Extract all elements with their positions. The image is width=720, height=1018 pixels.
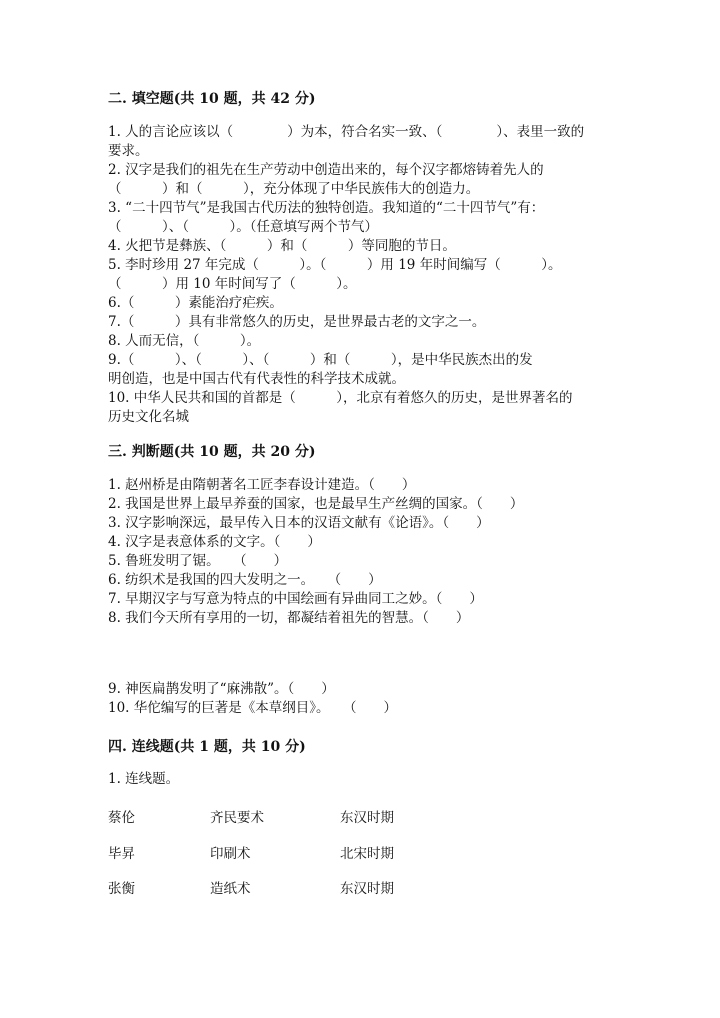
section-4-heading: 四. 连线题(共 1 题，共 10 分): [108, 739, 306, 755]
person-cell: 张衡: [108, 881, 135, 897]
person-cell: 蔡伦: [108, 810, 135, 826]
text-line: 明创造，也是中国古代有代表性的科学技术成就。: [108, 371, 405, 387]
text-line: 要求。: [108, 143, 149, 159]
text-line: 9. 神医扁鹊发明了“麻沸散”。（ ）: [108, 681, 335, 697]
text-line: 2. 我国是世界上最早养蚕的国家，也是最早生产丝绸的国家。（ ）: [108, 496, 524, 512]
text-line: 10. 中华人民共和国的首都是（ ），北京有着悠久的历史，是世界著名的: [108, 390, 573, 406]
text-line: 10. 华佗编写的巨著是《本草纲目》。 （ ）: [108, 700, 398, 716]
section-2-heading: 二. 填空题(共 10 题，共 42 分): [108, 91, 316, 107]
text-line: 5. 鲁班发明了锯。 （ ）: [108, 553, 288, 569]
section-3-heading: 三. 判断题(共 10 题，共 20 分): [108, 444, 316, 460]
matching-question: 1. 连线题。: [108, 771, 180, 787]
invention-cell: 齐民要术: [210, 810, 264, 826]
text-line: 2. 汉字是我们的祖先在生产劳动中创造出来的，每个汉字都熔铸着先人的: [108, 162, 544, 178]
text-line: 6.（ ）素能治疗疟疾。: [108, 295, 283, 311]
text-line: 9.（ ）、（ ）、（ ）和（ ），是中华民族杰出的发: [108, 352, 533, 368]
invention-cell: 造纸术: [210, 881, 251, 897]
era-cell: 东汉时期: [340, 881, 394, 897]
era-cell: 北宋时期: [340, 846, 394, 862]
text-line: 7.（ ）具有非常悠久的历史，是世界最古老的文字之一。: [108, 314, 486, 330]
text-line: 8. 我们今天所有享用的一切，都凝结着祖先的智慧。（ ）: [108, 610, 470, 626]
text-line: 1. 赵州桥是由隋朝著名工匠李春设计建造。（ ）: [108, 477, 416, 493]
text-line: 8. 人而无信，（ ）。: [108, 333, 261, 349]
text-line: 7. 早期汉字与写意为特点的中国绘画有异曲同工之妙。（ ）: [108, 591, 483, 607]
text-line: （ ）用 10 年时间写了（ ）。: [108, 276, 357, 292]
text-line: 4. 火把节是彝族、（ ）和（ ）等同胞的节日。: [108, 238, 456, 254]
text-line: （ ）和（ ），充分体现了中华民族伟大的创造力。: [108, 181, 480, 197]
text-line: 1. 人的言论应该以（ ）为本，符合名实一致、（ ）、表里一致的: [108, 124, 585, 140]
invention-cell: 印刷术: [210, 846, 251, 862]
text-line: 历史文化名城: [108, 409, 189, 425]
era-cell: 东汉时期: [340, 810, 394, 826]
text-line: 5. 李时珍用 27 年完成（ ）。（ ）用 19 年时间编写（ ）。: [108, 257, 562, 273]
text-line: 3. “二十四节气”是我国古代历法的独特创造。我知道的“二十四节气”有：: [108, 200, 545, 216]
text-line: （ ）、（ ）。（任意填写两个节气）: [108, 219, 378, 235]
text-line: 6. 纺织术是我国的四大发明之一。 （ ）: [108, 572, 382, 588]
person-cell: 毕昇: [108, 846, 135, 862]
text-line: 3. 汉字影响深远，最早传入日本的汉语文献有《论语》。（ ）: [108, 515, 490, 531]
text-line: 4. 汉字是表意体系的文字。（ ）: [108, 534, 321, 550]
